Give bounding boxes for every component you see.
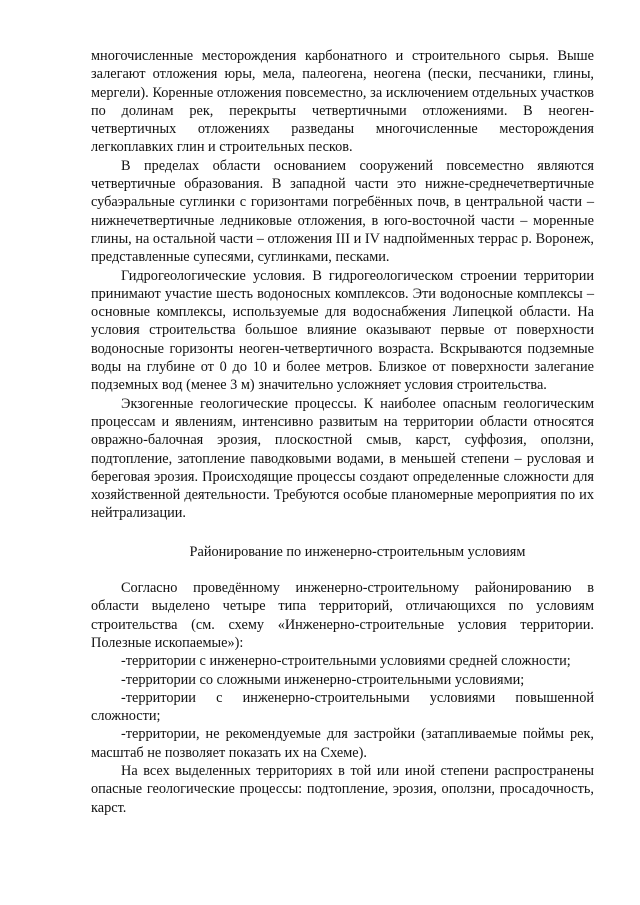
paragraph-zoning-intro: Согласно проведённому инженерно-строительному районированию в области выделено четыре типа территорий, отличающихся по условиям строительства (см. схему «Инженерно-строительные условия территории. Полезные ископаемые»): — [91, 580, 594, 651]
list-item-not-recommended: -территории, не рекомендуемые для застройки (затапливаемые поймы рек, масштаб не позволяет показать их на Схеме). — [91, 726, 594, 761]
list-item-complex: -территории со сложными инженерно-строительными условиями; — [121, 671, 525, 688]
paragraph-hazards-summary: На всех выделенных территориях в той или иной степени распространены опасные геологические процессы: подтопление, эрозия, оползни, просадочность, карст. — [91, 762, 594, 816]
document-page — [91, 47, 594, 817]
paragraph-exogenous-processes: Экзогенные геологические процессы. К наиболее опасным геологическим процессам и явлениям, интенсивно развитым на территории области относятся овражно-балочная эрозия, плоскостной смыв, карст, суффозия, оползни, подтопление, затопление паводковыми водами, в меньшей степени – русловая и береговая эрозия. Происходящие процессы создают определенные сложности для хозяйственной деятельности. Требуются особые планомерные мероприятия по их нейтрализации. — [91, 395, 594, 522]
section-heading: Районирование по инженерно-строительным условиям — [189, 543, 526, 560]
list-item-high-complexity: -территории с инженерно-строительными условиями повышенной сложности; — [91, 689, 594, 725]
paragraph-foundation-soils: В пределах области основанием сооружений повсеместно являются четвертичные образования. В западной части это нижне-среднечетвертичные субаэральные суглинки с горизонтами погребённых почв, в центральной части – нижнечетвертичные ледниковые отложения, в юго-восточной части – моренные глины, на остальной части – отложения III и IV надпойменных террас р. Воронеж, представленные супесями, суглинками, песками. — [91, 157, 594, 266]
list-item-medium-complexity: -территории с инженерно-строительными условиями средней сложности; — [121, 653, 571, 670]
paragraph-hydrogeology: Гидрогеологические условия. В гидрогеологическом строении территории принимают участие шесть водоносных комплексов. Эти водоносные комплексы – основные комплексы, используемые для водоснабжения Липецкой области. На условия строительства большое влияние оказывают первые от поверхности водоносные горизонты неоген-четвертичного возраста. Вскрываются подземные воды на глубине от 0 до 10 и более метров. Близкое от поверхности залегание подземных вод (менее 3 м) значительно усложняет условия строительства. — [91, 267, 594, 394]
paragraph-mineral-deposits: многочисленные месторождения карбонатного и строительного сырья. Выше залегают отложения юры, мела, палеогена, неогена (пески, песчаники, глины, мергели). Коренные отложения повсеместно, за исключением отдельных участков по долинам рек, перекрыты четвертичными отложениями. В неоген-четвертичных отложениях разведаны многочисленные месторождения легкоплавких глин и строительных песков. — [91, 48, 594, 156]
